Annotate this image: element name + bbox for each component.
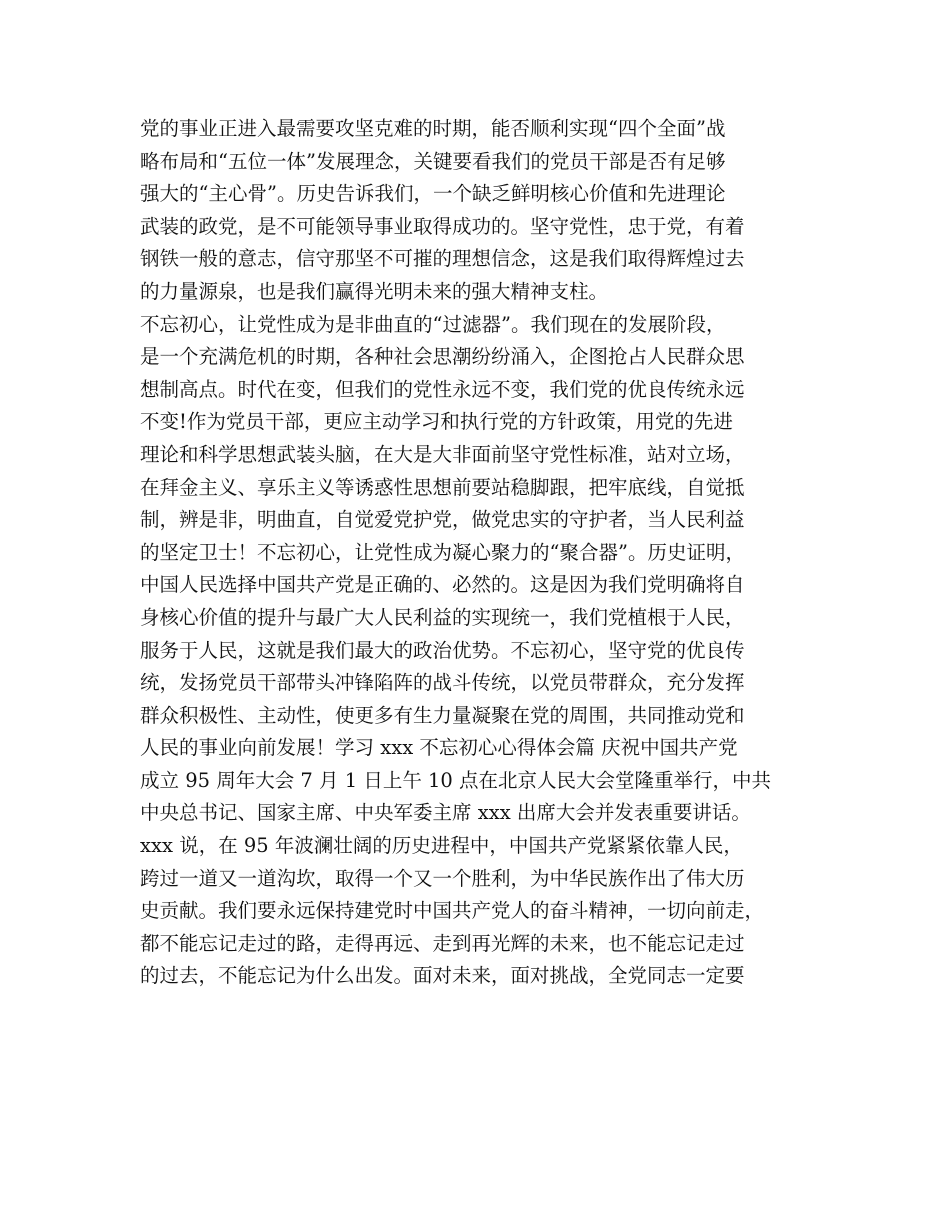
text-line: 钢铁一般的意志，信守那坚不可摧的理想信念，这是我们取得辉煌过去 — [140, 247, 745, 271]
text-line: 统，发扬党员干部带头冲锋陷阵的战斗传统，以党员带群众，充分发挥 — [140, 671, 745, 695]
text-line: 党的事业正进入最需要攻坚克难的时期，能否顺利实现“四个全面”战 — [140, 117, 726, 140]
text-line: 都不能忘记走过的路，走得再远、走到再光辉的未来，也不能忘记走过 — [140, 931, 745, 955]
text-line: 人民的事业向前发展！学习 xxx 不忘初心心得体会篇 庆祝中国共产党 — [140, 736, 738, 760]
text-line: 成立 95 周年大会 7 月 1 日上午 10 点在北京人民大会堂隆重举行，中共 — [140, 768, 772, 792]
text-line: 服务于人民，这就是我们最大的政治优势。不忘初心，坚守党的优良传 — [140, 638, 745, 662]
text-line: 理论和科学思想武装头脑，在大是大非面前坚守党性标准，站对立场， — [140, 442, 745, 466]
text-line: 跨过一道又一道沟坎，取得一个又一个胜利，为中华民族作出了伟大历 — [140, 866, 745, 890]
text-line: 略布局和“五位一体”发展理念，关键要看我们的党员干部是否有足够 — [140, 149, 726, 173]
text-line: 不变!作为党员干部，更应主动学习和执行党的方针政策，用党的先进 — [140, 410, 733, 434]
text-line: xxx 说，在 95 年波澜壮阔的历史进程中，中国共产党紧紧依靠人民， — [140, 834, 743, 858]
text-line: 制，辨是非，明曲直，自觉爱党护党，做党忠实的守护者，当人民利益 — [140, 508, 745, 532]
text-line: 史贡献。我们要永远保持建党时中国共产党人的奋斗精神，一切向前走， — [140, 899, 765, 923]
text-line: 中央总书记、国家主席、中央军委主席 xxx 出席大会并发表重要讲话。 — [140, 801, 751, 825]
text-line: 的力量源泉，也是我们赢得光明未来的强大精神支柱。 — [140, 279, 609, 303]
text-line: 武装的政党，是不可能领导事业取得成功的。坚守党性，忠于党，有着 — [140, 214, 745, 238]
text-line: 的坚定卫士！不忘初心，让党性成为凝心聚力的“聚合器”。历史证明， — [140, 540, 745, 564]
text-line: 中国人民选择中国共产党是正确的、必然的。这是因为我们党明确将自 — [140, 573, 745, 597]
text-line: 想制高点。时代在变，但我们的党性永远不变，我们党的优良传统永远 — [140, 377, 745, 401]
text-line: 群众积极性、主动性，使更多有生力量凝聚在党的周围，共同推动党和 — [140, 703, 745, 727]
text-line: 身核心价值的提升与最广大人民利益的实现统一，我们党植根于人民， — [140, 605, 745, 629]
body-text — [140, 113, 840, 993]
text-line: 强大的“主心骨”。历史告诉我们，一个缺乏鲜明核心价值和先进理论 — [140, 182, 726, 206]
text-line: 在拜金主义、享乐主义等诱惑性思想前要站稳脚跟，把牢底线，自觉抵 — [140, 475, 745, 499]
text-line: 不忘初心，让党性成为是非曲直的“过滤器”。我们现在的发展阶段， — [140, 312, 726, 336]
text-line: 是一个充满危机的时期，各种社会思潮纷纷涌入，企图抢占人民群众思 — [140, 345, 745, 369]
text-line: 的过去，不能忘记为什么出发。面对未来，面对挑战，全党同志一定要 — [140, 964, 745, 988]
